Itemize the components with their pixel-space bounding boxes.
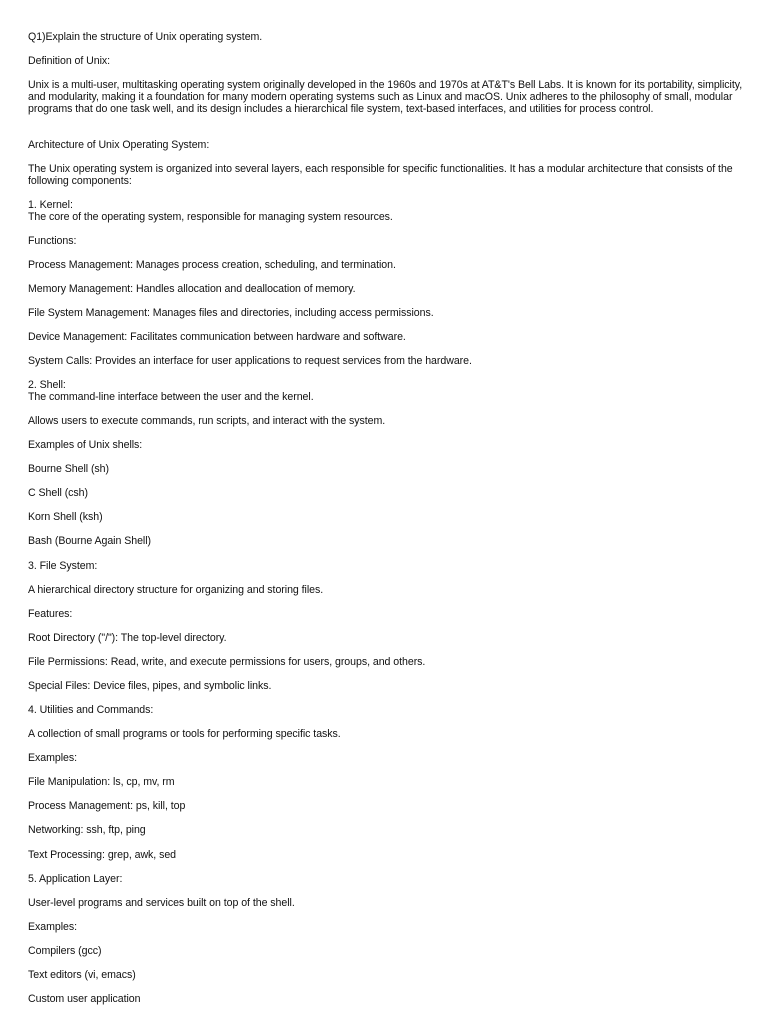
filesystem-description (28, 584, 756, 596)
utility-example (28, 824, 756, 836)
utility-example-text: File Manipulation: ls, cp, mv, rm (28, 776, 175, 788)
function-item-text: File System Management: Manages files and directories, including access permissions. (28, 307, 434, 319)
function-item (28, 331, 756, 343)
application-example-text: Text editors (vi, emacs) (28, 969, 136, 981)
examples-heading (28, 921, 756, 933)
function-item (28, 355, 756, 367)
shell-examples-heading-text: Examples of Unix shells: (28, 439, 143, 451)
shell-description: The command-line interface between the user and the kernel. (28, 391, 314, 403)
utility-example-text: Text Processing: grep, awk, sed (28, 849, 177, 861)
function-item-text: System Calls: Provides an interface for user applications to request services from the hardware. (28, 355, 472, 367)
function-item (28, 259, 756, 271)
shell-usage (28, 415, 756, 427)
definition-paragraph (28, 79, 756, 115)
feature-item-text: Root Directory ("/"): The top-level directory. (28, 632, 227, 644)
question-text: Q1)Explain the structure of Unix operating system. (28, 31, 263, 43)
utility-example (28, 800, 756, 812)
application-layer-heading (28, 873, 756, 885)
function-item-text: Device Management: Facilitates communication between hardware and software. (28, 331, 406, 343)
shell-examples-heading (28, 439, 756, 451)
architecture-heading-text: Architecture of Unix Operating System: (28, 139, 210, 151)
feature-item (28, 632, 756, 644)
question-heading (28, 31, 756, 43)
kernel-section (28, 199, 756, 223)
function-item (28, 283, 756, 295)
function-item-text: Process Management: Manages process creation, scheduling, and termination. (28, 259, 396, 271)
shell-example-text: Korn Shell (ksh) (28, 511, 103, 523)
functions-heading (28, 235, 756, 247)
shell-section (28, 379, 756, 403)
examples-heading (28, 752, 756, 764)
function-item (28, 307, 756, 319)
filesystem-heading (28, 560, 756, 572)
shell-example-text: C Shell (csh) (28, 487, 88, 499)
utilities-heading (28, 704, 756, 716)
shell-usage-text: Allows users to execute commands, run scripts, and interact with the system. (28, 415, 386, 427)
architecture-intro-text: The Unix operating system is organized into several layers, each responsible for specific functionalities. It has a modular architecture that consists of the following components: (28, 163, 733, 187)
feature-item-text: File Permissions: Read, write, and execute permissions for users, groups, and others. (28, 656, 426, 668)
utilities-description (28, 728, 756, 740)
features-heading (28, 608, 756, 620)
application-example (28, 945, 756, 957)
application-layer-heading-text: 5. Application Layer: (28, 873, 123, 885)
shell-heading: 2. Shell: (28, 379, 66, 391)
filesystem-description-text: A hierarchical directory structure for organizing and storing files. (28, 584, 324, 596)
application-example-text: Custom user application (28, 993, 141, 1005)
shell-example (28, 463, 756, 475)
utility-example (28, 776, 756, 788)
definition-paragraph-text: Unix is a multi-user, multitasking operating system originally developed in the 1960s and 1970s at AT&T's Bell Labs. It is known for its portability, simplicity, and modularity, making it a foundation for many modern operating systems such as Linux and macOS. Unix adheres to the philosophy of small, modular programs that do one task well, and its design includes a hierarchical file system, text-based interfaces, and utilities for process control. (28, 79, 743, 115)
kernel-heading: 1. Kernel: (28, 199, 73, 211)
shell-example (28, 487, 756, 499)
feature-item-text: Special Files: Device files, pipes, and symbolic links. (28, 680, 272, 692)
shell-example (28, 535, 756, 547)
kernel-description: The core of the operating system, responsible for managing system resources. (28, 211, 393, 223)
definition-heading (28, 55, 756, 67)
utility-example-text: Networking: ssh, ftp, ping (28, 824, 146, 836)
application-example-text: Compilers (gcc) (28, 945, 102, 957)
shell-example-text: Bash (Bourne Again Shell) (28, 535, 152, 547)
examples-heading-text: Examples: (28, 921, 78, 933)
feature-item (28, 656, 756, 668)
utility-example-text: Process Management: ps, kill, top (28, 800, 186, 812)
examples-heading-text: Examples: (28, 752, 78, 764)
features-heading-text: Features: (28, 608, 73, 620)
architecture-intro (28, 163, 756, 187)
functions-heading-text: Functions: (28, 235, 77, 247)
definition-heading-text: Definition of Unix: (28, 55, 111, 67)
filesystem-heading-text: 3. File System: (28, 560, 98, 572)
utilities-description-text: A collection of small programs or tools for performing specific tasks. (28, 728, 341, 740)
utilities-heading-text: 4. Utilities and Commands: (28, 704, 154, 716)
application-layer-description-text: User-level programs and services built on top of the shell. (28, 897, 295, 909)
function-item-text: Memory Management: Handles allocation and deallocation of memory. (28, 283, 356, 295)
shell-example-text: Bourne Shell (sh) (28, 463, 109, 475)
application-example (28, 993, 756, 1005)
architecture-heading (28, 139, 756, 151)
utility-example (28, 849, 756, 861)
application-layer-description (28, 897, 756, 909)
feature-item (28, 680, 756, 692)
application-example (28, 969, 756, 981)
shell-example (28, 511, 756, 523)
